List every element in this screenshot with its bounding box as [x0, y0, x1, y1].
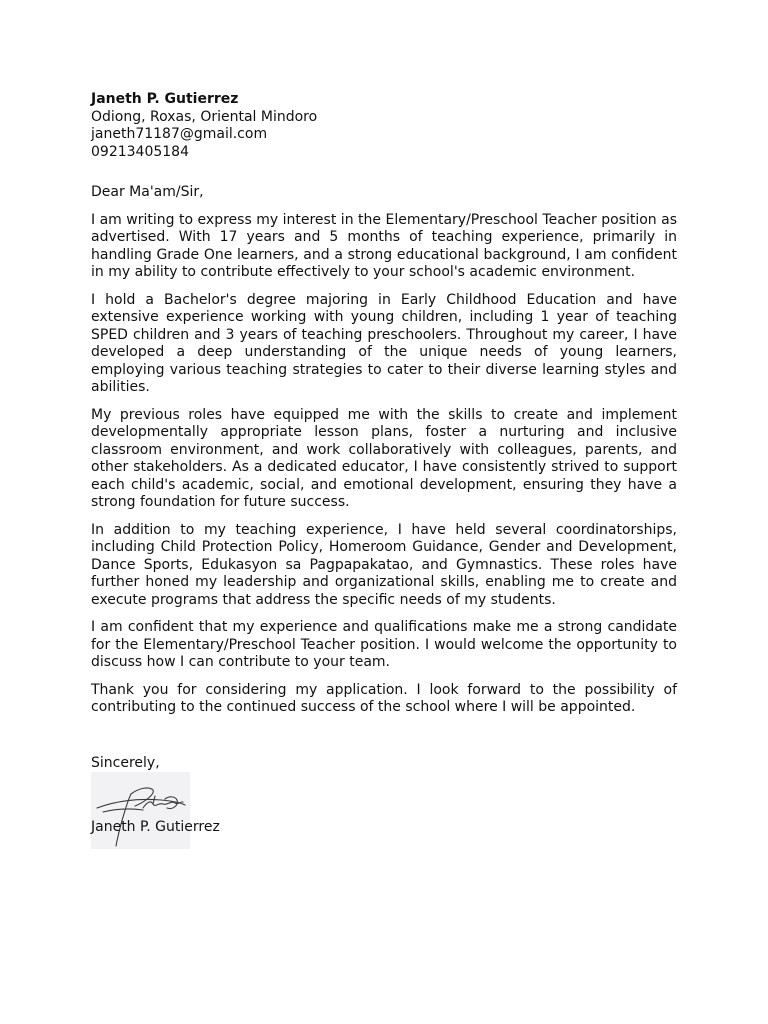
- sender-name: Janeth P. Gutierrez: [91, 91, 239, 107]
- salutation: Dear Ma'am/Sir,: [91, 184, 204, 200]
- signature-icon: [91, 772, 190, 849]
- signature-block: [91, 772, 677, 852]
- sender-email: janeth71187@gmail.com: [91, 126, 268, 142]
- signed-name: Janeth P. Gutierrez: [91, 819, 220, 835]
- letter-content: [91, 91, 677, 852]
- closing: Sincerely,: [91, 754, 160, 771]
- body-paragraph: In addition to my teaching experience, I have held several coordinatorships, including Child Protection Policy, Homeroom Guidance, Gender and Development, Dance Sports, Edukasyon sa Pagpapakatao, and Gymnastics. These roles have further honed my leadership and organizational skills, enabling me to create and execute programs that address the specific needs of my students.: [91, 521, 677, 608]
- body-paragraph: I am confident that my experience and qualifications make me a strong candidate for the Elementary/Preschool Teacher position. I would welcome the opportunity to discuss how I can contribute to your team.: [91, 619, 677, 670]
- sender-address: Odiong, Roxas, Oriental Mindoro: [91, 108, 318, 125]
- sender-phone: 09213405184: [91, 143, 189, 160]
- body-paragraph: My previous roles have equipped me with the skills to create and implement developmentally appropriate lesson plans, foster a nurturing and inclusive classroom environment, and work collaboratively with colleagues, parents, and other stakeholders. As a dedicated educator, I have consistently strived to support each child's academic, social, and emotional development, ensuring they have a strong foundation for future success.: [91, 406, 677, 510]
- sender-block: [91, 91, 677, 161]
- body-paragraph: I hold a Bachelor's degree majoring in Early Childhood Education and have extensive experience working with young children, including 1 year of teaching SPED children and 3 years of teaching preschoolers. Throughout my career, I have developed a deep understanding of the unique needs of young learners, employing various teaching strategies to cater to their diverse learning styles and abilities.: [91, 291, 677, 395]
- body-paragraph: I am writing to express my interest in the Elementary/Preschool Teacher position as advertised. With 17 years and 5 months of teaching experience, primarily in handling Grade One learners, and a strong educational background, I am confident in my ability to contribute effectively to your school's academic environment.: [91, 211, 677, 280]
- body-paragraph: Thank you for considering my application. I look forward to the possibility of contributing to the continued success of the school where I will be appointed.: [91, 681, 677, 715]
